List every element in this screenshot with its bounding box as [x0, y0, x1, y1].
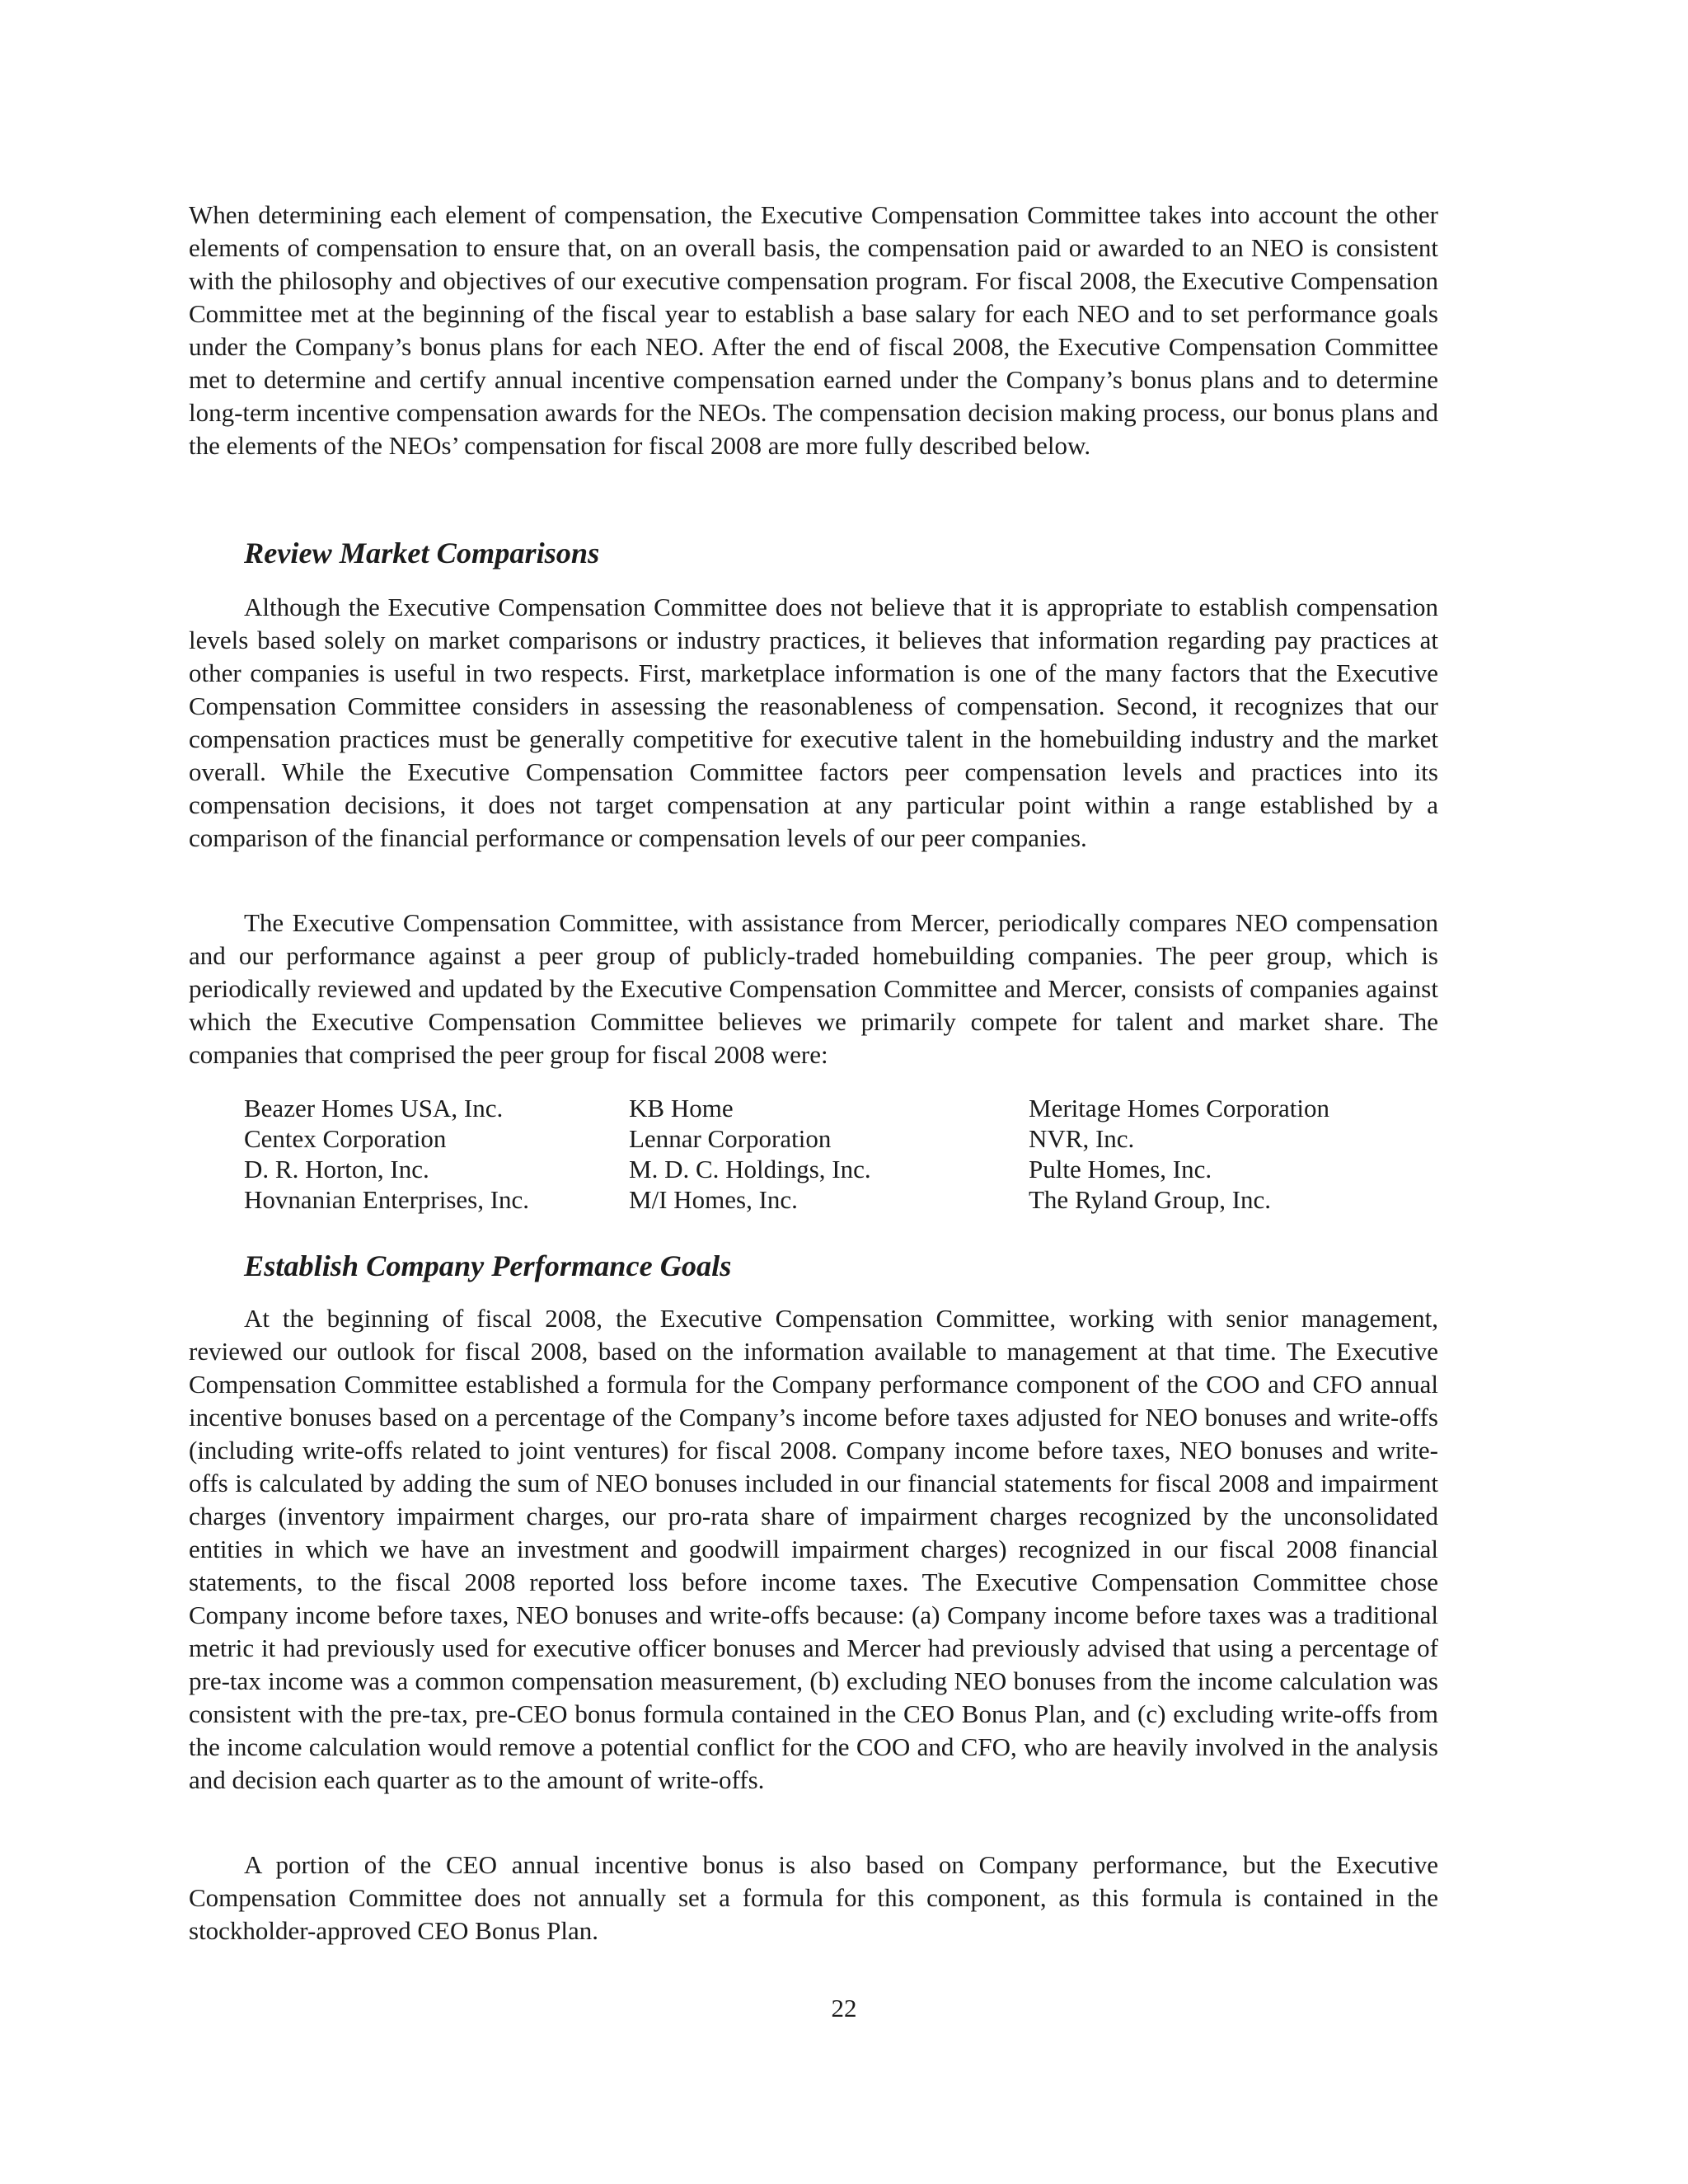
peer-company: Pulte Homes, Inc. — [1029, 1155, 1212, 1183]
peer-company: KB Home — [629, 1094, 734, 1122]
peer-company: Beazer Homes USA, Inc. — [244, 1094, 504, 1122]
intro-paragraph: When determining each element of compensation, the Executive Compensation Committee takes into account the other elements of compensation to ensure that, on an overall basis, the compensation paid or awarded to an NEO is consistent with the philosophy and objectives of our executive compensation program. For fiscal 2008, the Executive Compensation Committee met at the beginning of the fiscal year to establish a base salary for each NEO and to set performance goals under the Company’s bonus plans for each NEO. After the end of fiscal 2008, the Executive Compensation Committee met to determine and certify annual incentive compensation earned under the Company’s bonus plans and to determine long-term incentive compensation awards for the NEOs. The compensation decision making process, our bonus plans and the elements of the NEOs’ compensation for fiscal 2008 are more fully described below. — [189, 200, 1438, 460]
page-number: 22 — [831, 1994, 857, 2022]
peer-company: Centex Corporation — [244, 1124, 447, 1153]
peer-group-column-3 — [1029, 1093, 1329, 1215]
peer-group-column-1 — [244, 1093, 529, 1215]
performance-goals-paragraph-1: At the beginning of fiscal 2008, the Executive Compensation Committee, working with senior management, reviewed our outlook for fiscal 2008, based on the information available to management at that time. The Executive Compensation Committee established a formula for the Company performance component of the COO and CFO annual incentive bonuses based on a percentage of the Company’s income before taxes adjusted for NEO bonuses and write-offs (including write-offs related to joint ventures) for fiscal 2008. Company income before taxes, NEO bonuses and write-offs is calculated by adding the sum of NEO bonuses included in our financial statements for fiscal 2008 and impairment charges (inventory impairment charges, our pro-rata share of impairment charges recognized by the unconsolidated entities in which we have an investment and goodwill impairment charges) recognized in our fiscal 2008 financial statements, to the fiscal 2008 reported loss before income taxes. The Executive Compensation Committee chose Company income before taxes, NEO bonuses and write-offs because: (a) Company income before taxes was a traditional metric it had previously used for executive officer bonuses and Mercer had previously advised that using a percentage of pre-tax income was a common compensation measurement, (b) excluding NEO bonuses from the income calculation was consistent with the pre-tax, pre-CEO bonus formula contained in the CEO Bonus Plan, and (c) excluding write-offs from the income calculation would remove a potential conflict for the COO and CFO, who are heavily involved in the analysis and decision each quarter as to the amount of write-offs. — [189, 1304, 1438, 1794]
market-comparisons-paragraph-1: Although the Executive Compensation Committee does not believe that it is appropriate to establish compensation levels based solely on market comparisons or industry practices, it believes that information regarding pay practices at other companies is useful in two respects. First, marketplace information is one of the many factors that the Executive Compensation Committee considers in assessing the reasonableness of compensation. Second, it recognizes that our compensation practices must be generally competitive for executive talent in the homebuilding industry and the market overall. While the Executive Compensation Committee factors peer compensation levels and practices into its compensation decisions, it does not target compensation at any particular point within a range established by a comparison of the financial performance or compensation levels of our peer companies. — [189, 593, 1438, 852]
peer-company: Meritage Homes Corporation — [1029, 1094, 1330, 1122]
peer-company: M/I Homes, Inc. — [629, 1185, 798, 1214]
peer-company: M. D. C. Holdings, Inc. — [629, 1155, 871, 1183]
peer-company: D. R. Horton, Inc. — [244, 1155, 429, 1183]
peer-company: Lennar Corporation — [629, 1124, 832, 1153]
peer-company: NVR, Inc. — [1029, 1124, 1135, 1153]
peer-group-column-2 — [629, 1093, 871, 1215]
peer-company: Hovnanian Enterprises, Inc. — [244, 1185, 530, 1214]
section-heading-establish-company-performance-goals: Establish Company Performance Goals — [244, 1249, 732, 1282]
performance-goals-paragraph-2: A portion of the CEO annual incentive bonus is also based on Company performance, but the Executive Compensation Committee does not annually set a formula for this component, as this formula is contained in the stockholder-approved CEO Bonus Plan. — [189, 1850, 1438, 1945]
section-heading-review-market-comparisons: Review Market Comparisons — [244, 537, 600, 569]
market-comparisons-paragraph-2: The Executive Compensation Committee, with assistance from Mercer, periodically compares NEO compensation and our performance against a peer group of publicly-traded homebuilding companies. The peer group, which is periodically reviewed and updated by the Executive Compensation Committee and Mercer, consists of companies against which the Executive Compensation Committee believes we primarily compete for talent and market share. The companies that comprised the peer group for fiscal 2008 were: — [189, 908, 1438, 1069]
peer-company: The Ryland Group, Inc. — [1029, 1185, 1272, 1214]
